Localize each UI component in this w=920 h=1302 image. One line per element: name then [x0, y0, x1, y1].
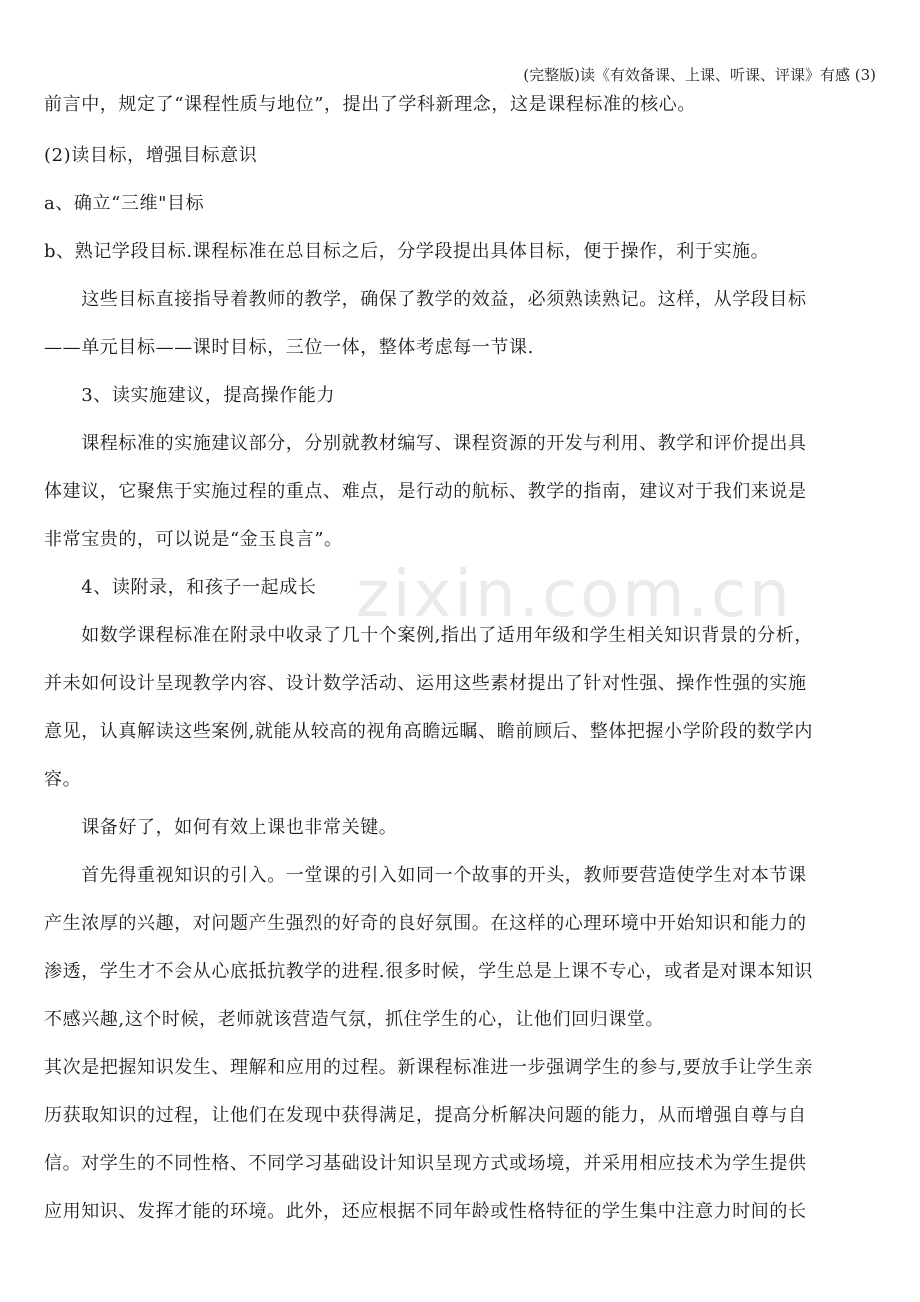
text-line: 并未如何设计呈现教学内容、设计数学活动、运用这些素材提出了针对性强、操作性强的实施: [44, 673, 807, 694]
text-line: 如数学课程标准在附录中收录了几十个案例,指出了适用年级和学生相关知识背景的分析，: [44, 625, 813, 646]
text-line: 4、读附录，和孩子一起成长: [44, 577, 317, 598]
text-line: 应用知识、发挥才能的环境。此外，还应根据不同年龄或性格特征的学生集中注意力时间的长: [44, 1201, 807, 1222]
text-line: b、熟记学段目标.课程标准在总目标之后，分学段提出具体目标，便于操作，利于实施。: [44, 241, 770, 262]
text-line: 3、读实施建议，提高操作能力: [44, 385, 336, 406]
text-line: 首先得重视知识的引入。一堂课的引入如同一个故事的开头，教师要营造使学生对本节课: [44, 865, 807, 886]
text-line: 意见，认真解读这些案例,就能从较高的视角高瞻远瞩、瞻前顾后、整体把握小学阶段的数学内: [44, 721, 813, 742]
text-line: ——单元目标——课时目标，三位一体，整体考虑每一节课.: [44, 337, 534, 358]
page-header: (完整版)读《有效备课、上课、听课、评课》有感 (3): [523, 66, 876, 84]
text-line: 其次是把握知识发生、理解和应用的过程。新课程标准进一步强调学生的参与,要放手让学生亲: [44, 1057, 813, 1078]
text-line: 非常宝贵的，可以说是“金玉良言”。: [44, 529, 343, 550]
text-line: a、确立“三维"目标: [44, 193, 205, 214]
text-line: 渗透，学生才不会从心底抵抗教学的进程.很多时候，学生总是上课不专心，或者是对课本知识: [44, 961, 813, 982]
text-line: 课程标准的实施建议部分，分别就教材编写、课程资源的开发与利用、教学和评价提出具: [44, 433, 807, 454]
text-line: 历获取知识的过程，让他们在发现中获得满足，提高分析解决问题的能力，从而增强自尊与自: [44, 1105, 807, 1126]
text-line: 信。对学生的不同性格、不同学习基础设计知识呈现方式或场境，并采用相应技术为学生提供: [44, 1153, 807, 1174]
text-line: 体建议，它聚焦于实施过程的重点、难点，是行动的航标、教学的指南，建议对于我们来说是: [44, 481, 807, 502]
text-line: (2)读目标，增强目标意识: [44, 145, 258, 166]
watermark-logo: zixin.com.cn: [356, 558, 793, 632]
text-line: 前言中，规定了“课程性质与地位”，提出了学科新理念，这是课程标准的核心。: [44, 94, 697, 115]
text-line: 产生浓厚的兴趣，对问题产生强烈的好奇的良好氛围。在这样的心理环境中开始知识和能力的: [44, 913, 807, 934]
text-line: 这些目标直接指导着教师的教学，确保了教学的效益，必须熟读熟记。这样，从学段目标: [44, 289, 807, 310]
text-line: 容。: [44, 769, 82, 790]
text-line: 不感兴趣,这个时候，老师就该营造气氛，抓住学生的心，让他们回归课堂。: [44, 1009, 665, 1030]
text-line: 课备好了，如何有效上课也非常关键。: [44, 817, 398, 838]
